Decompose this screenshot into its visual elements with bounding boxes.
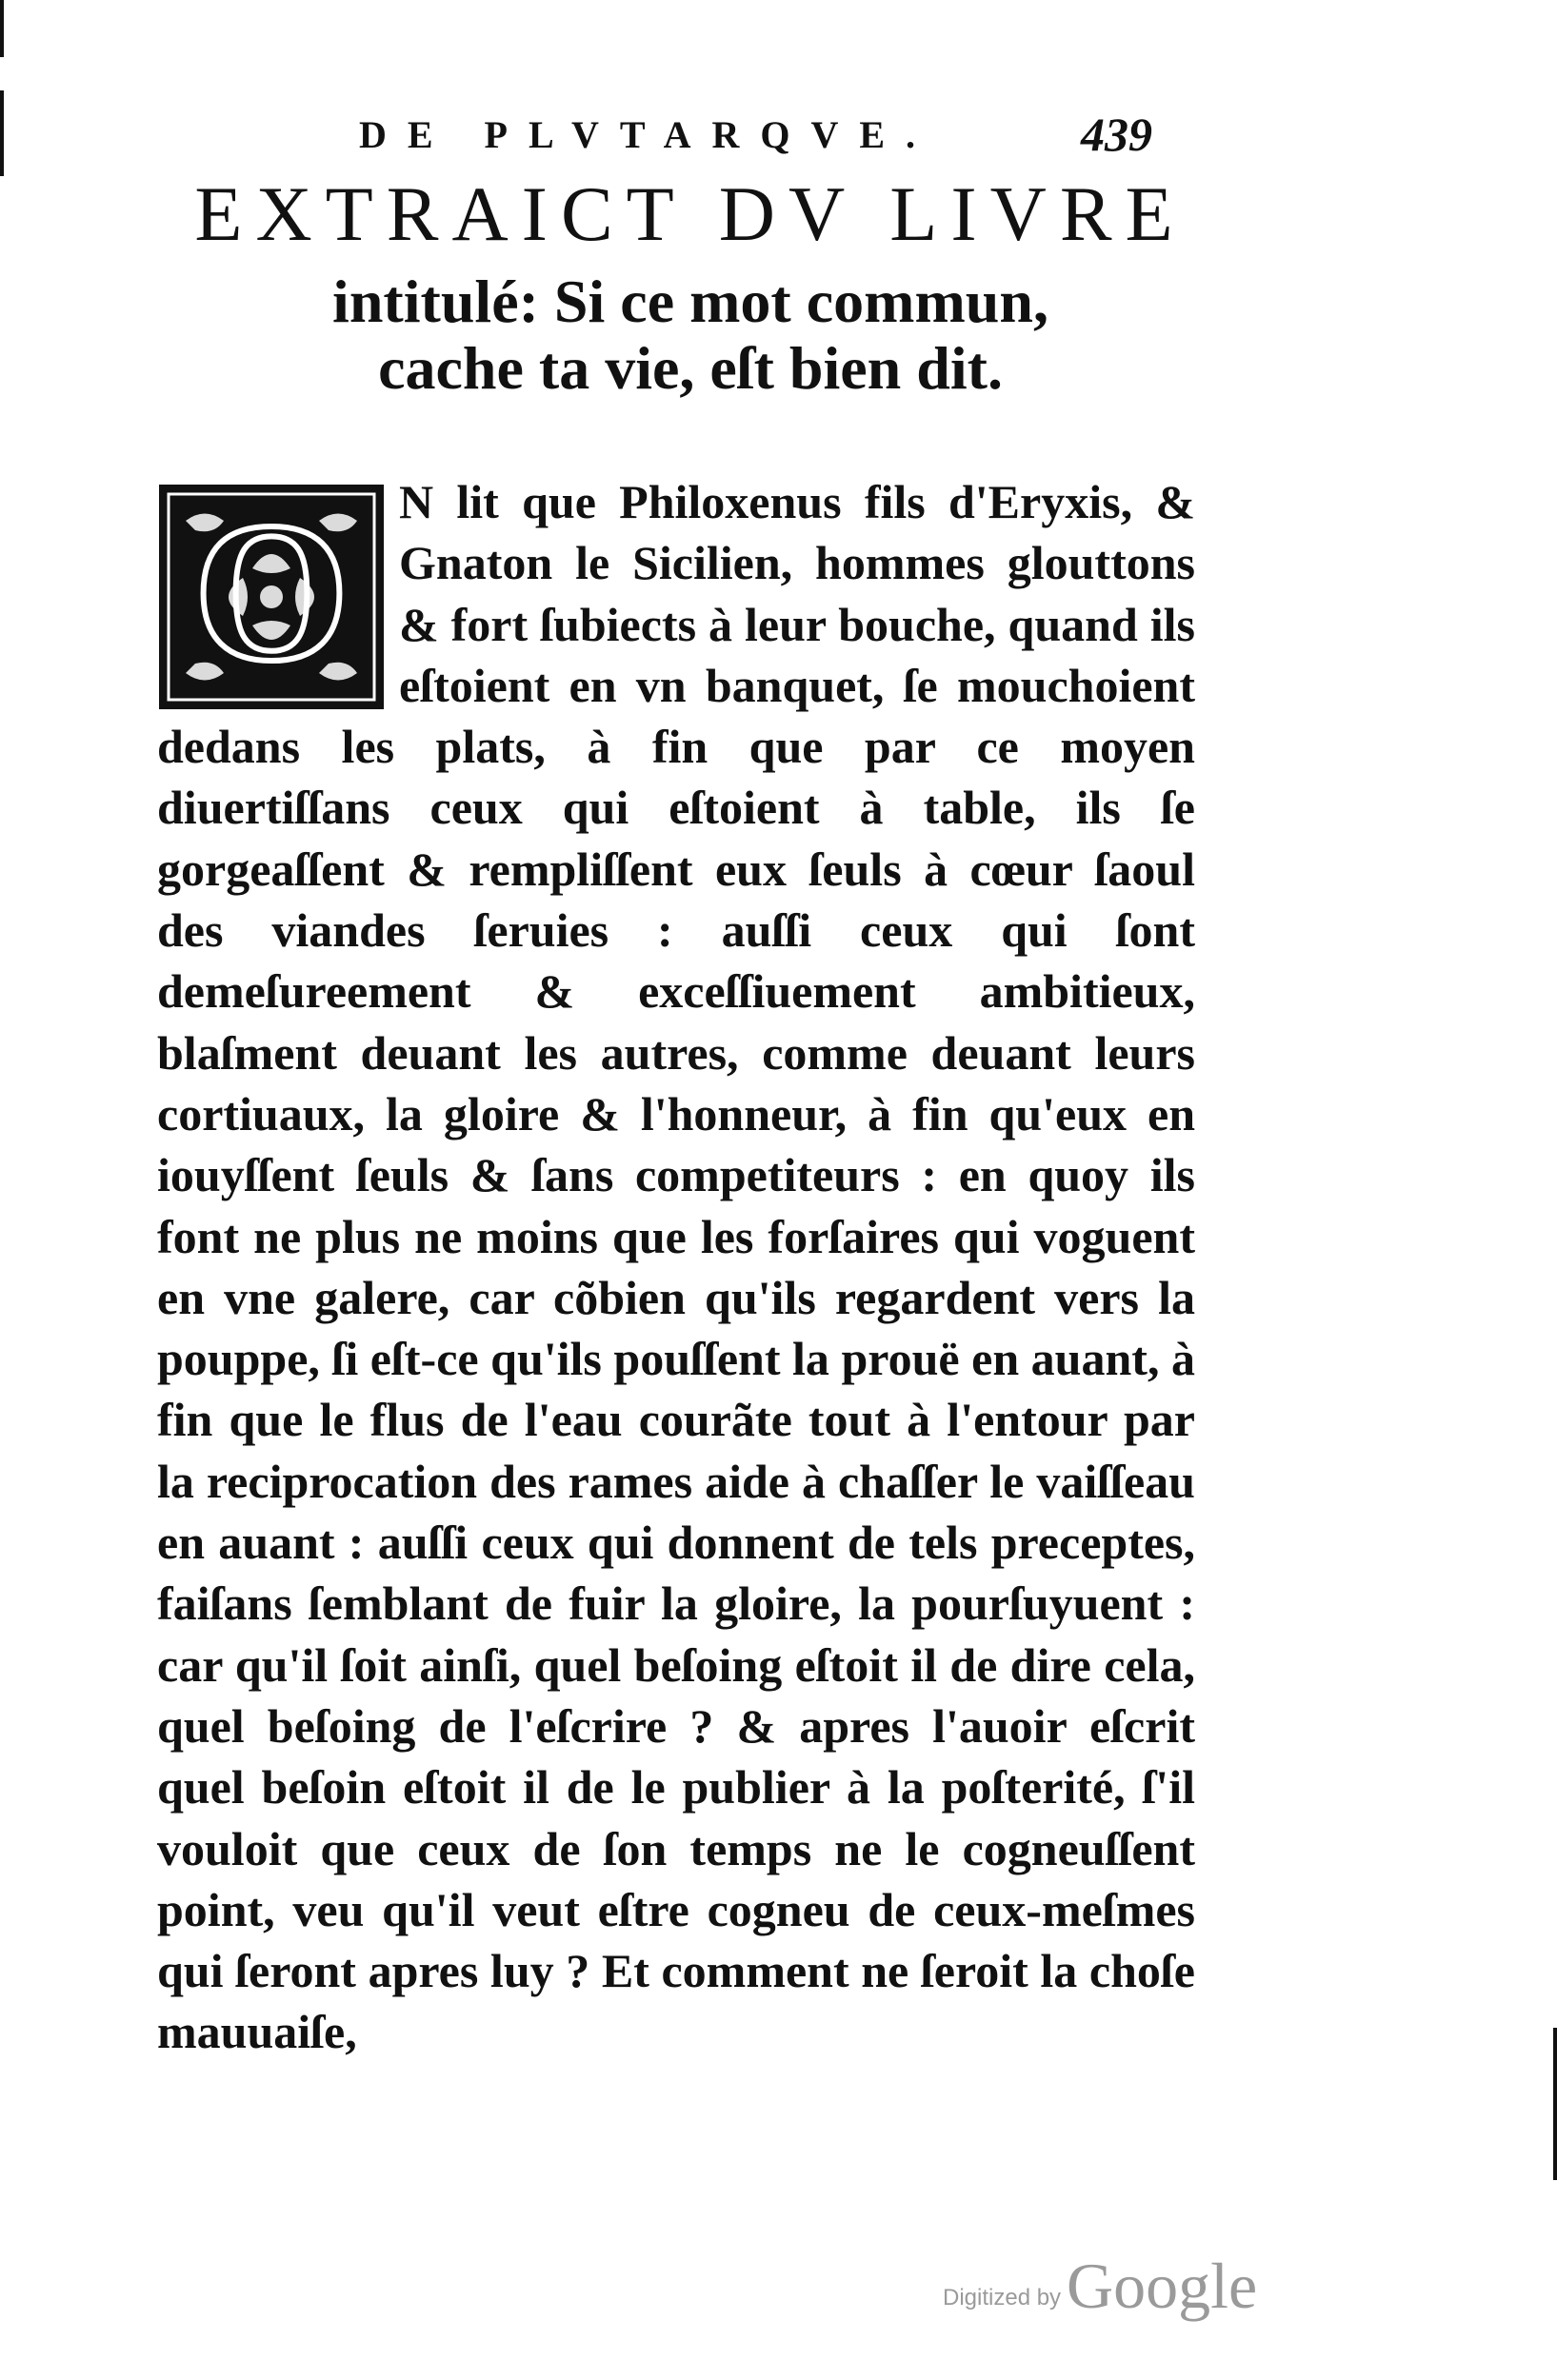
- body-text: N lit que Philoxenus fils d'Eryxis, & Gnaton le Sicilien, hommes glouttons & fort ſubiects à leur bouche, quand ils eſtoient en vn banquet, ſe mouchoient dedans les plats, à fin que par ce moyen diuertiſſans ceux qui eſtoient à table, ils ſe gorgeaſſent & rempliſſent eux ſeuls à cœur ſaoul des viandes ſeruies : auſſi ceux qui ſont demeſureement & exceſſiuement ambitieux, blaſment deuant les autres, comme deuant leurs cortiuaux, la gloire & l'honneur, à fin qu'eux en iouyſſent ſeuls & ſans competiteurs : en quoy ils font ne plus ne moins que les forſaires qui voguent en vne galere, car cõbien qu'ils regardent vers la pouppe, ſi eſt-ce qu'ils pouſſent la prouë en auant, à fin que le flus de l'eau courãte tout à l'entour par la reciprocation des rames aide à chaſſer le vaiſſeau en auant : auſſi ceux qui donnent de tels preceptes, faiſans ſemblant de fuir la gloire, la pourſuyuent : car qu'il ſoit ainſi, quel beſoing eſtoit il de dire cela, quel beſoing de l'eſcrire ? & apres l'auoir eſcrit quel beſoin eſtoit il de le publier à la poſterité, ſ'il vouloit que ceux de ſon temps ne le cogneuſſent point, veu qu'il veut eſtre cogneu de ceux-meſmes qui ſeront apres luy ? Et comment ne ſeroit la choſe mauuaiſe,: [157, 475, 1195, 2059]
- google-watermark-logo: Google: [1067, 2250, 1258, 2322]
- chapter-subtitle-line-2: cache ta vie, eſt bien dit.: [378, 334, 1003, 402]
- chapter-title: EXTRAICT DV LIVRE: [194, 170, 1187, 257]
- left-edge-mark: [0, 0, 4, 57]
- drop-cap-ornament-icon: [157, 483, 386, 711]
- page-number: 439: [1081, 108, 1152, 161]
- right-edge-mark: [1553, 2028, 1557, 2180]
- running-head: DE PLVTARQVE.: [358, 113, 937, 156]
- chapter-subtitle-line-1: intitulé: Si ce mot commun,: [332, 268, 1048, 335]
- left-edge-mark: [0, 90, 4, 176]
- ornamental-drop-cap: [157, 483, 386, 711]
- body-paragraph: [157, 471, 1195, 2063]
- digitized-by-label: Digitized by: [943, 2285, 1062, 2311]
- drop-cap-letter: O: [193, 483, 349, 703]
